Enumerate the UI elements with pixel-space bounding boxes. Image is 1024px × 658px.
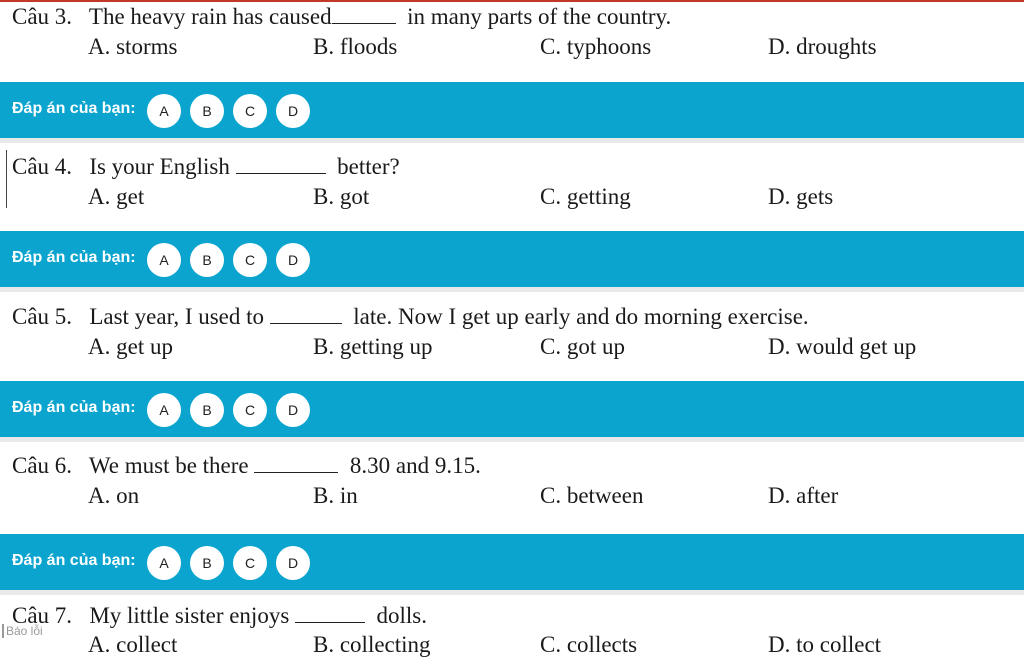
option-b: B. floods bbox=[313, 34, 398, 59]
option-d: D. after bbox=[768, 483, 839, 508]
choice-c-button[interactable]: C bbox=[233, 94, 267, 128]
option-a: A. get up bbox=[88, 334, 173, 359]
choice-b-button[interactable]: B bbox=[190, 94, 224, 128]
choice-a-button[interactable]: A bbox=[147, 94, 181, 128]
answer-bar-q3 bbox=[0, 82, 1024, 138]
divider bbox=[0, 590, 1024, 595]
question-number: Câu 3. bbox=[12, 4, 73, 29]
question-text-after: in many parts of the country. bbox=[407, 4, 672, 29]
choice-c-button[interactable]: C bbox=[233, 243, 267, 277]
choice-a-button[interactable]: A bbox=[147, 393, 181, 427]
choice-d-button[interactable]: D bbox=[276, 393, 310, 427]
option-a: A. on bbox=[88, 483, 140, 508]
report-error-link[interactable]: Báo lỗi bbox=[2, 624, 43, 638]
option-c: C. got up bbox=[540, 334, 625, 359]
question-stem bbox=[12, 603, 427, 629]
option-b: B. got bbox=[313, 184, 370, 209]
choice-c-button[interactable]: C bbox=[233, 546, 267, 580]
option-a: A. storms bbox=[88, 34, 178, 59]
option-b: B. collecting bbox=[313, 632, 431, 657]
question-number: Câu 7. bbox=[12, 603, 73, 628]
question-number: Câu 5. bbox=[12, 304, 73, 329]
answer-label: Đáp án của bạn: bbox=[12, 552, 136, 569]
question-text-before: Last year, I used to bbox=[89, 304, 265, 329]
divider bbox=[0, 138, 1024, 143]
option-d: D. would get up bbox=[768, 334, 917, 359]
divider bbox=[0, 287, 1024, 292]
answer-bar-q4 bbox=[0, 231, 1024, 287]
option-a: A. get bbox=[88, 184, 145, 209]
option-c: C. typhoons bbox=[540, 34, 652, 59]
choice-b-button[interactable]: B bbox=[190, 243, 224, 277]
answer-label: Đáp án của bạn: bbox=[12, 249, 136, 266]
question-stem bbox=[12, 154, 400, 180]
question-text-before: Is your English bbox=[89, 154, 230, 179]
question-text-after: 8.30 and 9.15. bbox=[349, 453, 481, 478]
choice-d-button[interactable]: D bbox=[276, 243, 310, 277]
question-text-before: The heavy rain has caused bbox=[88, 4, 332, 29]
answer-blank bbox=[270, 305, 342, 324]
answer-bar-q6 bbox=[0, 534, 1024, 590]
option-d: D. droughts bbox=[768, 34, 877, 59]
answer-blank bbox=[295, 604, 365, 623]
option-c: C. collects bbox=[540, 632, 638, 657]
answer-blank bbox=[254, 454, 338, 473]
answer-bar-q5 bbox=[0, 381, 1024, 437]
question-text-after: late. Now I get up early and do morning exercise. bbox=[353, 304, 809, 329]
choice-a-button[interactable]: A bbox=[147, 243, 181, 277]
answer-blank bbox=[236, 155, 326, 174]
option-b: B. getting up bbox=[313, 334, 433, 359]
choice-b-button[interactable]: B bbox=[190, 393, 224, 427]
option-c: C. between bbox=[540, 483, 644, 508]
top-border bbox=[0, 0, 1024, 2]
answer-label: Đáp án của bạn: bbox=[12, 399, 136, 416]
option-a: A. collect bbox=[88, 632, 178, 657]
question-number: Câu 6. bbox=[12, 453, 73, 478]
choice-a-button[interactable]: A bbox=[147, 546, 181, 580]
divider bbox=[0, 437, 1024, 442]
choice-d-button[interactable]: D bbox=[276, 94, 310, 128]
choice-b-button[interactable]: B bbox=[190, 546, 224, 580]
option-b: B. in bbox=[313, 483, 358, 508]
question-text-after: better? bbox=[337, 154, 400, 179]
choice-c-button[interactable]: C bbox=[233, 393, 267, 427]
answer-label: Đáp án của bạn: bbox=[12, 100, 136, 117]
question-text-after: dolls. bbox=[376, 603, 428, 628]
answer-blank bbox=[332, 5, 396, 24]
option-c: C. getting bbox=[540, 184, 631, 209]
option-d: D. gets bbox=[768, 184, 834, 209]
question-text-before: We must be there bbox=[88, 453, 249, 478]
option-d: D. to collect bbox=[768, 632, 882, 657]
question-stem bbox=[12, 453, 481, 479]
choice-d-button[interactable]: D bbox=[276, 546, 310, 580]
question-stem bbox=[12, 4, 671, 30]
question-stem bbox=[12, 304, 809, 330]
left-rule bbox=[6, 150, 7, 208]
question-text-before: My little sister enjoys bbox=[89, 603, 290, 628]
question-number: Câu 4. bbox=[12, 154, 73, 179]
